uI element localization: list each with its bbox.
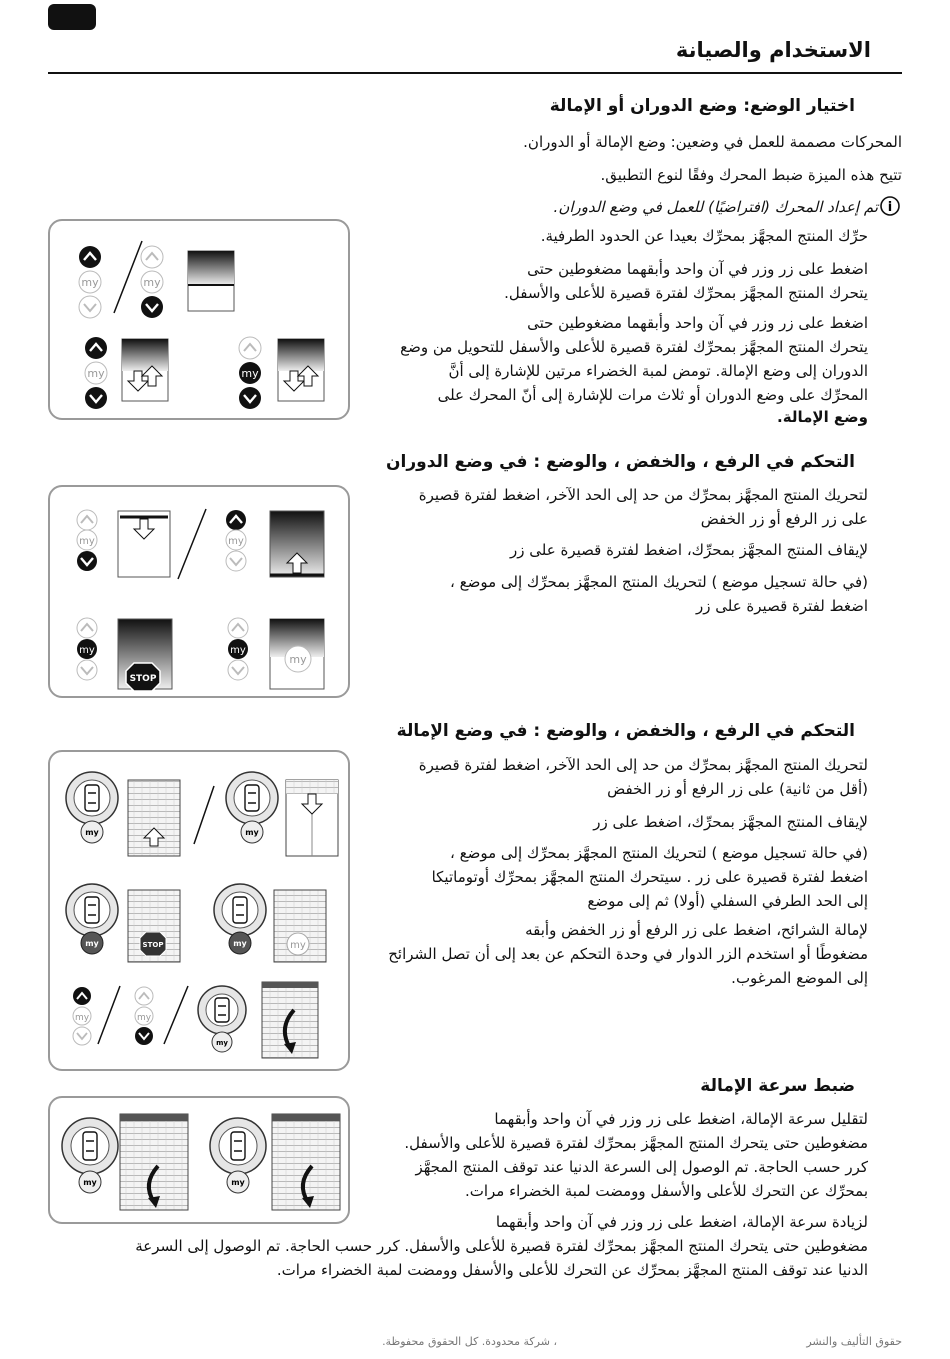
remote-down-icon [141,246,163,318]
remote-up-down-icon [85,337,107,409]
my-label: my [245,828,259,837]
blind-down-icon [286,780,338,856]
tilting-line-9: إلى الموضع المرغوب. [731,969,868,987]
speed-line-6: مضغوطين حتى يتحرك المنتج المجهَّز بمحرِّك لفترة قصيرة للأعلى والأسفل. كرر حسب الحاجة. تم الوصول إلى السرعة [135,1237,868,1255]
shade-stop-icon [118,619,172,691]
speed-illustration [50,1098,348,1222]
my-label: my [81,276,99,289]
tilting-line-1: لتحريك المنتج المجهَّز بمحرِّك من حد إلى الحد الآخر، اضغط لفترة قصيرة [418,756,868,774]
shade-down-icon [118,511,170,577]
my-label: my [136,1013,152,1023]
tilting-illustration-panel [48,750,350,1071]
remote-my-down-icon [239,337,261,409]
dial-remote-icon [226,772,278,843]
page-number-tab [48,4,96,30]
speed-line-7: الدنيا عند توقف المنتج المجهَّز بمحرِّك عن التحرك للأعلى والأسفل وومضت لمبة الخضراء مرات. [276,1261,868,1279]
my-label: my [87,367,105,380]
speed-line-1: لتقليل سرعة الإمالة، اضغط على زر وزر في آن واحد وأبقهما [494,1110,868,1128]
page-title: الاستخدام والصيانة [675,38,871,62]
dial-remote-icon [210,1118,266,1193]
my-label: my [289,653,307,666]
rolling-line-1: لتحريك المنتج المجهَّز بمحرِّك من حد إلى الحد الآخر، اضغط لفترة قصيرة [418,486,868,504]
my-label: my [79,536,95,547]
mode-line-4: حرِّك المنتج المجهَّز بمحرِّك بعيدا عن الحدود الطرفية. [540,227,868,245]
my-label: my [85,828,99,837]
rolling-heading: التحكم في الرفع ، والخفض ، والوضع : في وضع الدوران [386,452,855,472]
tilting-illustration [50,752,348,1069]
my-label: my [230,645,246,656]
footer-copyright: حقوق التأليف والنشر [806,1335,902,1348]
remote-up-down-icon [73,987,91,1045]
speed-line-2: مضغوطين حتى يتحرك المنتج المجهَّز بمحرِّك لفترة قصيرة للأعلى والأسفل. [404,1134,868,1152]
tilting-line-7: لإمالة الشرائح، اضغط على زر الرفع أو زر الخفض وأبقه [525,921,868,939]
title-divider [48,72,902,74]
dial-remote-icon [62,1118,118,1193]
mode-line-7: اضغط على زر وزر في آن واحد وأبقهما مضغوطين حتى [527,314,868,332]
mode-line-1: المحركات مصممة للعمل في وضعين: وضع الإمالة أو الدوران. [523,133,902,151]
dial-remote-icon [198,986,246,1052]
rolling-line-2: على زر الرفع أو زر الخفض [700,510,868,528]
blind-tilt-fast-icon [272,1114,340,1210]
speed-line-3: كرر حسب الحاجة. تم الوصول إلى السرعة الدنيا عند توقف المنتج المجهَّز [415,1158,868,1176]
shade-up-down-icon [122,339,168,401]
rolling-line-4: (في حالة تسجيل موضع ) لتحريك المنتج المجهَّز بمحرِّك إلى موضع ، [450,573,868,591]
tilting-line-4: (في حالة تسجيل موضع ) لتحريك المنتج المجهَّز بمحرِّك إلى موضع ، [450,844,868,862]
my-label: my [74,1013,90,1023]
my-label: my [228,536,244,547]
shade-my-position-icon [270,619,324,689]
mode-illustration [50,221,348,418]
mode-line-10: المحرِّك على وضع الدوران أو ثلاث مرات للإشارة إلى أنّ المحرك على [437,386,868,404]
shade-up-down-icon [278,339,324,401]
mode-line-2: تتيح هذه الميزة ضبط المحرك وفقًا لنوع التطبيق. [600,166,902,184]
blind-tilt-slow-icon [120,1114,188,1210]
tilting-heading: التحكم في الرفع ، والخفض ، والوضع : في وضع الإمالة [396,721,855,741]
mode-line-3: تم إعداد المحرك (افتراضيًا) للعمل في وضع الدوران. [553,198,878,216]
mode-line-8: يتحرك المنتج المجهَّز بمحرِّك لفترة قصيرة للأعلى والأسفل للتحويل من وضع [400,338,868,356]
speed-heading: ضبط سرعة الإمالة [700,1076,855,1096]
my-label: my [231,1178,245,1187]
tilting-line-8: مضغوطًا أو استخدم الزر الدوار في وحدة التحكم عن بعد إلى أن تصل الشرائح [388,945,868,963]
blind-up-icon [128,780,180,856]
footer-rights: ، شركة محدودة. كل الحقوق محفوظة. [382,1335,557,1348]
tilting-line-2: (أقل من ثانية) على زر الرفع أو زر الخفض [607,780,868,798]
mode-illustration-panel [48,219,350,420]
rolling-illustration [50,487,348,696]
blind-tilt-icon [262,982,318,1058]
mode-heading: اختيار الوضع: وضع الدوران أو الإمالة [549,96,855,116]
shade-up-icon [270,511,324,577]
my-label: my [85,939,99,948]
mode-line-9: الدوران إلى وضع الإمالة. تومض لمبة الخضراء مرتين للإشارة إلى أنَّ [448,362,868,380]
my-label: my [241,367,259,380]
dial-remote-icon [66,772,118,843]
blind-stop-icon [128,890,180,962]
mode-line-11: وضع الإمالة. [777,408,868,426]
my-label: my [143,276,161,289]
remote-my-icon [228,618,248,680]
rolling-line-5: اضغط لفترة قصيرة على زر [695,597,868,615]
remote-up-down-icon [79,246,101,318]
shade-icon [188,251,234,311]
info-icon [879,195,901,217]
my-label: my [233,939,247,948]
speed-illustration-panel [48,1096,350,1224]
tilting-line-5: اضغط لفترة قصيرة على زر . سيتحرك المنتج المجهَّز بمحرِّك أوتوماتيكا [431,868,868,886]
info-icon-symbol: i [887,200,893,215]
my-label: my [83,1178,97,1187]
speed-line-5: لزيادة سرعة الإمالة، اضغط على زر وزر في آن واحد وأبقهما [495,1213,868,1231]
dial-remote-icon [214,884,266,954]
remote-my-icon [77,618,97,680]
stop-label: STOP [129,674,157,684]
my-label: my [290,940,306,951]
speed-line-4: بمحرِّك عن التحرك للأعلى والأسفل وومضت لمبة الخضراء مرات. [464,1182,868,1200]
mode-line-6: يتحرك المنتج المجهَّز بمحرِّك لفترة قصيرة للأعلى والأسفل. [504,284,868,302]
rolling-illustration-panel [48,485,350,698]
rolling-line-3: لإيقاف المنتج المجهَّز بمحرِّك، اضغط لفترة قصيرة على زر [510,541,868,559]
tilting-line-3: لإيقاف المنتج المجهَّز بمحرِّك، اضغط على زر [593,813,868,831]
my-label: my [216,1039,228,1047]
remote-down-icon [135,987,153,1045]
remote-up-icon [226,510,246,571]
remote-down-icon [77,510,97,571]
stop-label: STOP [142,941,164,949]
blind-my-position-icon [274,890,326,962]
tilting-line-6: إلى الحد الطرفي السفلي (أولا) ثم إلى موضع [587,892,868,910]
mode-line-5: اضغط على زر وزر في آن واحد وأبقهما مضغوطين حتى [527,260,868,278]
my-label: my [79,645,95,656]
dial-remote-icon [66,884,118,954]
